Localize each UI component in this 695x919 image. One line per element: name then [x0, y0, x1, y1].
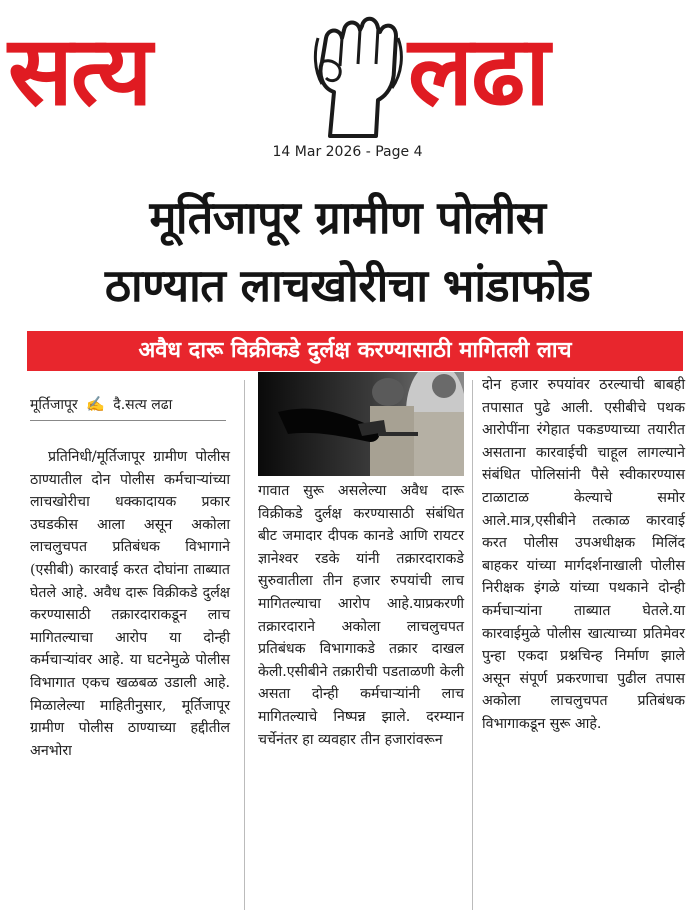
column-divider	[244, 380, 245, 910]
subheadline-text: अवैध दारू विक्रीकडे दुर्लक्ष करण्यासाठी मागितली लाच	[138, 338, 572, 363]
article-column-2	[258, 480, 464, 774]
headline-line-1: मूर्तिजापूर ग्रामीण पोलीस	[149, 191, 546, 244]
byline-source: दै.सत्य लढा	[113, 397, 173, 413]
byline-place: मूर्तिजापूर	[30, 397, 78, 413]
raised-fist-icon	[300, 8, 412, 138]
masthead-title-left: सत्य	[8, 15, 151, 127]
headline-line-2: ठाण्यात लाचखोरीचा भांडाफोड	[104, 259, 591, 312]
column-divider	[472, 380, 473, 910]
masthead-title-right: लढा	[408, 15, 548, 127]
dateline: 14 Mar 2026 - Page 4	[272, 144, 423, 160]
masthead	[0, 0, 695, 140]
article-text: प्रतिनिधी/मूर्तिजापूर ग्रामीण पोलीस ठाण्यातील दोन पोलीस कर्मचाऱ्यांच्या लाचखोरीचा धक्कादायक प्रकार उघडकीस आला असून अकोला लाचलुचपत प्रतिबंधक विभागाने (एसीबी) कारवाई करत दोघांना ताब्यात घेतले आहे. अवैध दारू विक्रीकडे दुर्लक्ष करण्यासाठी तक्रारदाराकडून लाच मागितल्याचा आरोप या दोन्ही कर्मचाऱ्यांवर आहे. या घटनेमुळे पोलीस विभागात एकच खळबळ उडाली आहे. मिळालेल्या माहितीनुसार, मूर्तिजापूर ग्रामीण पोलीस ठाण्याच्या हद्दीतील अनभोरा	[30, 449, 230, 759]
bribe-handover-photo	[258, 372, 464, 476]
byline	[30, 395, 226, 421]
subheadline-bar	[27, 331, 683, 371]
article-text: दोन हजार रुपयांवर ठरल्याची बाबही तपासात पुढे आली. एसीबीचे पथक आरोपींना रंगेहात पकडण्याच्या तयारीत असताना कारवाईची चाहूल लागल्याने संबंधित पोलिसांनी पैसे स्वीकारण्यास टाळाटाळ केल्याचे समोर आले.मात्र,एसीबीने तत्काळ कारवाई करत पोलीस उपअधीक्षक मिलिंद बाहकर यांच्या मार्गदर्शनाखाली पोलीस निरीक्षक इंगळे यांच्या पथकाने दोन्ही कर्मचाऱ्यांना ताब्यात घेतले.या कारवाईमुळे पोलीस खात्याच्या प्रतिमेवर पुन्हा एकदा प्रश्नचिन्ह निर्माण झाले असून संपूर्ण प्रकरणाचा पुढील तपास अकोला लाचलुचपत प्रतिबंधक विभागाकडून सुरू आहे.	[482, 377, 685, 732]
article-photo	[258, 372, 464, 476]
article-text: गावात सुरू असलेल्या अवैध दारू विक्रीकडे दुर्लक्ष करण्यासाठी संबंधित बीट जमादार दीपक कानडे आणि रायटर ज्ञानेश्वर रडके यांनी तक्रारदाराकडे सुरुवातीला तीन हजार रुपयांची लाच मागितल्याचा आरोप आहे.याप्रकरणी तक्रारदाराने अकोला लाचलुचपत प्रतिबंधक विभागाकडे तक्रार दाखल केली.एसीबीने तक्रारीची पडताळणी केली असता दोन्ही कर्मचाऱ्यांनी लाच मागितल्याचे निष्पन्न झाले. दरम्यान चर्चेनंतर हा व्यवहार तीन हजारांवरून	[258, 483, 464, 748]
article-column-3	[482, 374, 685, 758]
pen-writing-icon: ✍	[86, 395, 105, 413]
article-column-1	[30, 446, 230, 785]
